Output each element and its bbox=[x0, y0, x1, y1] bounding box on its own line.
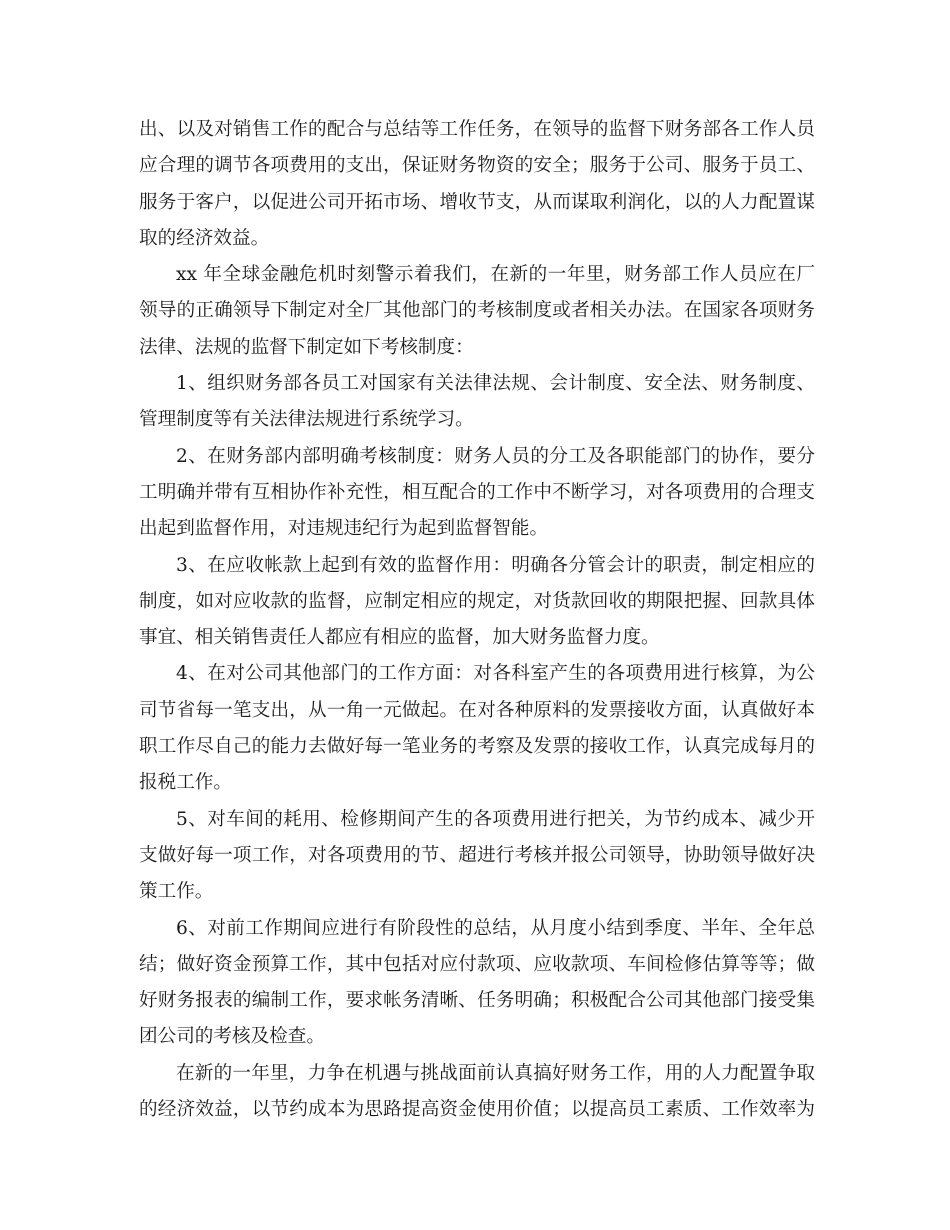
text-line: 的经济效益，以节约成本为思路提高资金使用价值；以提高员工素质、工作效率为 bbox=[139, 1099, 815, 1121]
paragraph bbox=[139, 911, 815, 1056]
text-line: 2、在财务部内部明确考核制度：财务人员的分工及各职能部门的协作，要分 bbox=[176, 445, 815, 467]
paragraph bbox=[139, 112, 815, 257]
text-line: 4、在对公司其他部门的工作方面：对各科室产生的各项费用进行核算，为公 bbox=[176, 663, 815, 685]
text-line: 职工作尽自己的能力去做好每一笔业务的考察及发票的接收工作，认真完成每月的 bbox=[139, 736, 815, 758]
text-line: 6、对前工作期间应进行有阶段性的总结，从月度小结到季度、半年、全年总 bbox=[176, 917, 815, 939]
text-line: 出、以及对销售工作的配合与总结等工作任务，在领导的监督下财务部各工作人员 bbox=[139, 119, 815, 140]
paragraph bbox=[139, 439, 815, 548]
paragraph bbox=[139, 257, 815, 366]
text-line: 事宜、相关销售责任人都应有相应的监督，加大财务监督力度。 bbox=[139, 627, 660, 649]
paragraph bbox=[139, 548, 815, 657]
paragraph bbox=[139, 656, 815, 801]
text-line: 制度，如对应收款的监督，应制定相应的规定，对货款回收的期限把握、回款具体 bbox=[139, 590, 815, 612]
text-line: 策工作。 bbox=[139, 881, 214, 903]
text-line: 支做好每一项工作，对各项费用的节、超进行考核并报公司领导，协助领导做好决 bbox=[139, 844, 815, 866]
text-line: 在新的一年里，力争在机遇与挑战面前认真搞好财务工作，用的人力配置争取 bbox=[176, 1062, 815, 1084]
text-line: 报税工作。 bbox=[139, 772, 232, 794]
text-line: 领导的正确领导下制定对全厂其他部门的考核制度或者相关办法。在国家各项财务 bbox=[139, 300, 815, 322]
text-line: 1、组织财务部各员工对国家有关法律法规、会计制度、安全法、财务制度、 bbox=[176, 373, 815, 395]
text-line: 5、对车间的耗用、检修期间产生的各项费用进行把关，为节约成本、减少开 bbox=[176, 808, 815, 830]
text-line: 管理制度等有关法律法规进行系统学习。 bbox=[139, 409, 474, 431]
paragraph bbox=[139, 802, 815, 911]
text-line: 结；做好资金预算工作，其中包括对应付款项、应收款项、车间检修估算等等；做 bbox=[139, 953, 815, 975]
text-line: xx 年全球金融危机时刻警示着我们，在新的一年里，财务部工作人员应在厂 bbox=[176, 264, 815, 286]
text-line: 司节省每一笔支出，从一角一元做起。在对各种原料的发票接收方面，认真做好本 bbox=[139, 699, 815, 721]
text-line: 取的经济效益。 bbox=[139, 227, 270, 249]
document-body bbox=[139, 112, 815, 1128]
text-line: 出起到监督作用，对违规违纪行为起到监督智能。 bbox=[139, 518, 549, 540]
text-line: 3、在应收帐款上起到有效的监督作用：明确各分管会计的职责，制定相应的 bbox=[176, 554, 815, 576]
text-line: 好财务报表的编制工作，要求帐务清晰、任务明确；积极配合公司其他部门接受集 bbox=[139, 990, 815, 1012]
text-line: 应合理的调节各项费用的支出，保证财务物资的安全；服务于公司、服务于员工、 bbox=[139, 155, 815, 177]
text-line: 团公司的考核及检查。 bbox=[139, 1026, 325, 1048]
paragraph bbox=[139, 1056, 815, 1129]
text-line: 服务于客户，以促进公司开拓市场、增收节支，从而谋取利润化，以的人力配置谋 bbox=[139, 191, 815, 213]
text-line: 工明确并带有互相协作补充性，相互配合的工作中不断学习，对各项费用的合理支 bbox=[139, 481, 815, 503]
text-line: 法律、法规的监督下制定如下考核制度： bbox=[139, 336, 474, 358]
paragraph bbox=[139, 366, 815, 439]
